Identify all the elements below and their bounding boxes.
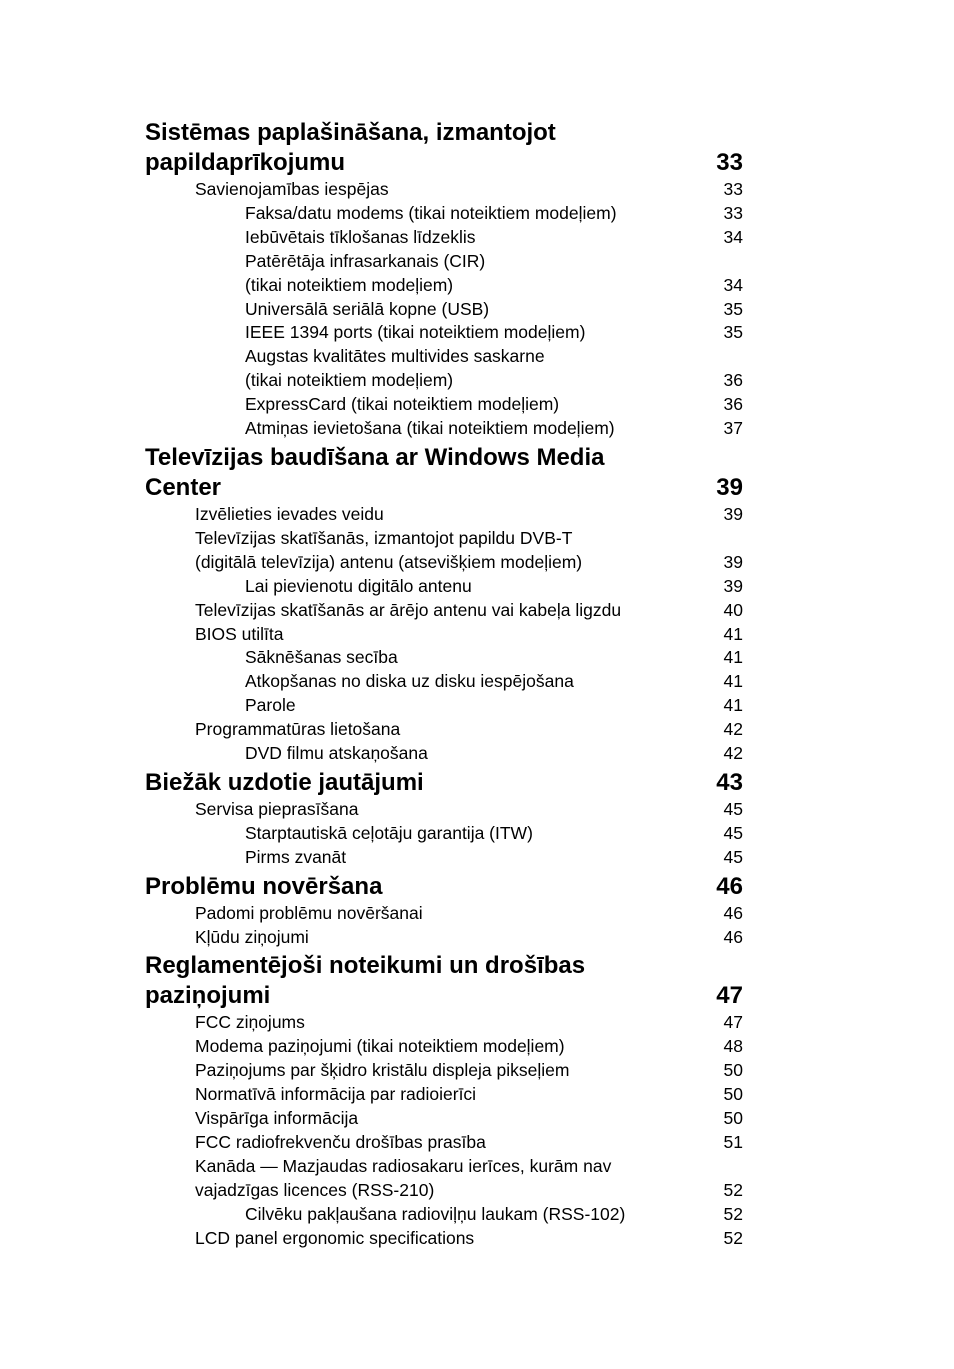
toc-section-entry [145, 798, 743, 822]
toc-page-number: 50 [723, 1108, 743, 1129]
toc-page-number: 46 [716, 872, 743, 900]
toc-page-number: 45 [723, 798, 743, 819]
toc-subsection-entry [145, 1203, 743, 1227]
toc-entry-title: FCC ziņojums [195, 1012, 305, 1033]
toc-entry-title: Paziņojums par šķidro kristālu displeja pikseļiem [195, 1060, 570, 1081]
toc-entry-title: Augstas kvalitātes multivides saskarne (tikai noteiktiem modeļiem) [245, 346, 545, 391]
toc-section-entry [145, 1107, 743, 1131]
toc-section-entry [145, 902, 743, 926]
table-of-contents [145, 116, 743, 1251]
toc-page-number: 42 [723, 743, 743, 764]
toc-entry-title: Pirms zvanāt [245, 846, 347, 867]
toc-section-entry [145, 503, 743, 527]
toc-subsection-entry [145, 742, 743, 766]
toc-entry-title: Televīzijas skatīšanās, izmantojot papildu DVB-T (digitālā televīzija) antenu (atsevišķiem modeļiem) [195, 527, 583, 572]
toc-subsection-entry [145, 202, 743, 226]
toc-section-entry [145, 1011, 743, 1035]
toc-chapter-heading [145, 443, 743, 503]
toc-page-number: 40 [723, 599, 743, 620]
toc-entry-title: Kanāda — Mazjaudas radiosakaru ierīces, kurām nav vajadzīgas licences (RSS-210) [195, 1155, 612, 1200]
toc-page-number: 33 [723, 202, 743, 223]
toc-page-number: 41 [723, 695, 743, 716]
toc-section-entry [145, 623, 743, 647]
toc-subsection-entry [145, 417, 743, 441]
toc-entry-title: Izvēlieties ievades veidu [195, 503, 384, 524]
toc-page-number: 34 [723, 274, 743, 295]
toc-page-number: 41 [723, 647, 743, 668]
toc-entry-title: Biežāk uzdotie jautājumi [145, 768, 424, 796]
toc-entry-title: Kļūdu ziņojumi [195, 926, 309, 947]
toc-page-number: 47 [723, 1012, 743, 1033]
toc-subsection-entry [145, 670, 743, 694]
toc-chapter-heading [145, 118, 743, 178]
toc-page-number: 45 [723, 822, 743, 843]
toc-page-number: 35 [723, 298, 743, 319]
toc-entry-title: Sistēmas paplašināšana, izmantojot papildaprīkojumu [145, 119, 556, 176]
toc-page-number: 51 [723, 1132, 743, 1152]
toc-page-number: 39 [723, 575, 743, 596]
toc-entry-title: Lai pievienotu digitālo antenu [245, 575, 472, 596]
toc-section-entry [145, 1035, 743, 1059]
toc-subsection-entry [145, 345, 743, 393]
toc-page-number: 33 [716, 149, 743, 176]
toc-entry-title: FCC radiofrekvenču drošības prasība [195, 1132, 486, 1152]
toc-subsection-entry [145, 298, 743, 322]
toc-subsection-entry [145, 393, 743, 417]
toc-section-entry [145, 1227, 743, 1251]
toc-entry-title: Televīzijas skatīšanās ar ārējo antenu vai kabeļa ligzdu [195, 599, 622, 620]
toc-page-number: 50 [723, 1084, 743, 1105]
toc-page-number: 33 [723, 179, 743, 199]
toc-section-entry [145, 1083, 743, 1107]
toc-section-entry [145, 1155, 743, 1203]
toc-chapter-heading [145, 768, 743, 798]
toc-subsection-entry [145, 321, 743, 345]
toc-entry-title: Faksa/datu modems (tikai noteiktiem modeļiem) [245, 202, 617, 223]
toc-page-number: 45 [723, 846, 743, 867]
toc-entry-title: Problēmu novēršana [145, 872, 383, 900]
toc-page-number: 39 [716, 473, 743, 501]
toc-subsection-entry [145, 575, 743, 599]
toc-subsection-entry [145, 846, 743, 870]
toc-subsection-entry [145, 250, 743, 298]
toc-entry-title: Universālā seriālā kopne (USB) [245, 298, 490, 319]
toc-entry-title: Televīzijas baudīšana ar Windows Media Center [145, 443, 605, 501]
toc-entry-title: Starptautiskā ceļotāju garantija (ITW) [245, 822, 533, 843]
toc-page-number: 41 [723, 671, 743, 692]
toc-entry-title: Parole [245, 695, 296, 716]
toc-page-number: 39 [723, 503, 743, 524]
toc-entry-title: Vispārīga informācija [195, 1108, 359, 1129]
toc-entry-title: IEEE 1394 ports (tikai noteiktiem modeļiem) [245, 322, 586, 343]
toc-entry-title: Atkopšanas no diska uz disku iespējošana [245, 671, 574, 692]
toc-subsection-entry [145, 694, 743, 718]
toc-page-number: 42 [723, 719, 743, 740]
toc-entry-title: Savienojamības iespējas [195, 179, 389, 199]
toc-page-number: 52 [723, 1227, 743, 1248]
toc-entry-title: Patērētāja infrasarkanais (CIR) (tikai noteiktiem modeļiem) [245, 250, 486, 295]
toc-entry-title: Sāknēšanas secība [245, 647, 398, 668]
toc-section-entry [145, 527, 743, 575]
toc-page-number: 41 [723, 623, 743, 644]
toc-page-number: 36 [723, 370, 743, 391]
toc-section-entry [145, 926, 743, 950]
toc-page-number: 35 [723, 322, 743, 343]
toc-page-number: 34 [723, 226, 743, 247]
toc-section-entry [145, 178, 743, 202]
toc-subsection-entry [145, 646, 743, 670]
toc-entry-title: Reglamentējoši noteikumi un drošības paziņojumi [145, 952, 586, 1010]
toc-page-number: 39 [723, 551, 743, 572]
toc-page-number: 52 [723, 1179, 743, 1200]
toc-page-number: 43 [716, 768, 743, 796]
toc-entry-title: DVD filmu atskaņošana [245, 743, 428, 764]
toc-chapter-heading [145, 951, 743, 1011]
toc-entry-title: Normatīvā informācija par radioierīci [195, 1084, 477, 1105]
toc-entry-title: Modema paziņojumi (tikai noteiktiem modeļiem) [195, 1036, 565, 1057]
toc-entry-title: ExpressCard (tikai noteiktiem modeļiem) [245, 394, 560, 415]
toc-page-number: 36 [723, 394, 743, 415]
toc-entry-title: Atmiņas ievietošana (tikai noteiktiem modeļiem) [245, 418, 615, 439]
toc-entry-title: Servisa pieprasīšana [195, 798, 359, 819]
toc-page-number: 52 [723, 1203, 743, 1224]
toc-section-entry [145, 1059, 743, 1083]
toc-section-entry [145, 718, 743, 742]
toc-entry-title: Padomi problēmu novēršanai [195, 902, 423, 923]
toc-entry-title: Cilvēku pakļaušana radioviļņu laukam (RSS-102) [245, 1203, 626, 1224]
toc-page-number: 50 [723, 1060, 743, 1081]
toc-entry-title: LCD panel ergonomic specifications [195, 1227, 475, 1248]
toc-subsection-entry [145, 226, 743, 250]
toc-entry-title: Iebūvētais tīklošanas līdzeklis [245, 226, 476, 247]
toc-page-number: 47 [716, 982, 743, 1010]
toc-section-entry [145, 1131, 743, 1155]
toc-entry-title: Programmatūras lietošana [195, 719, 401, 740]
toc-entry-title: BIOS utilīta [195, 623, 284, 644]
toc-page-number: 46 [723, 902, 743, 923]
toc-page-number: 37 [723, 418, 743, 439]
toc-section-entry [145, 599, 743, 623]
toc-page-number: 46 [723, 926, 743, 947]
toc-chapter-heading [145, 872, 743, 902]
toc-subsection-entry [145, 822, 743, 846]
toc-page-number: 48 [723, 1036, 743, 1057]
